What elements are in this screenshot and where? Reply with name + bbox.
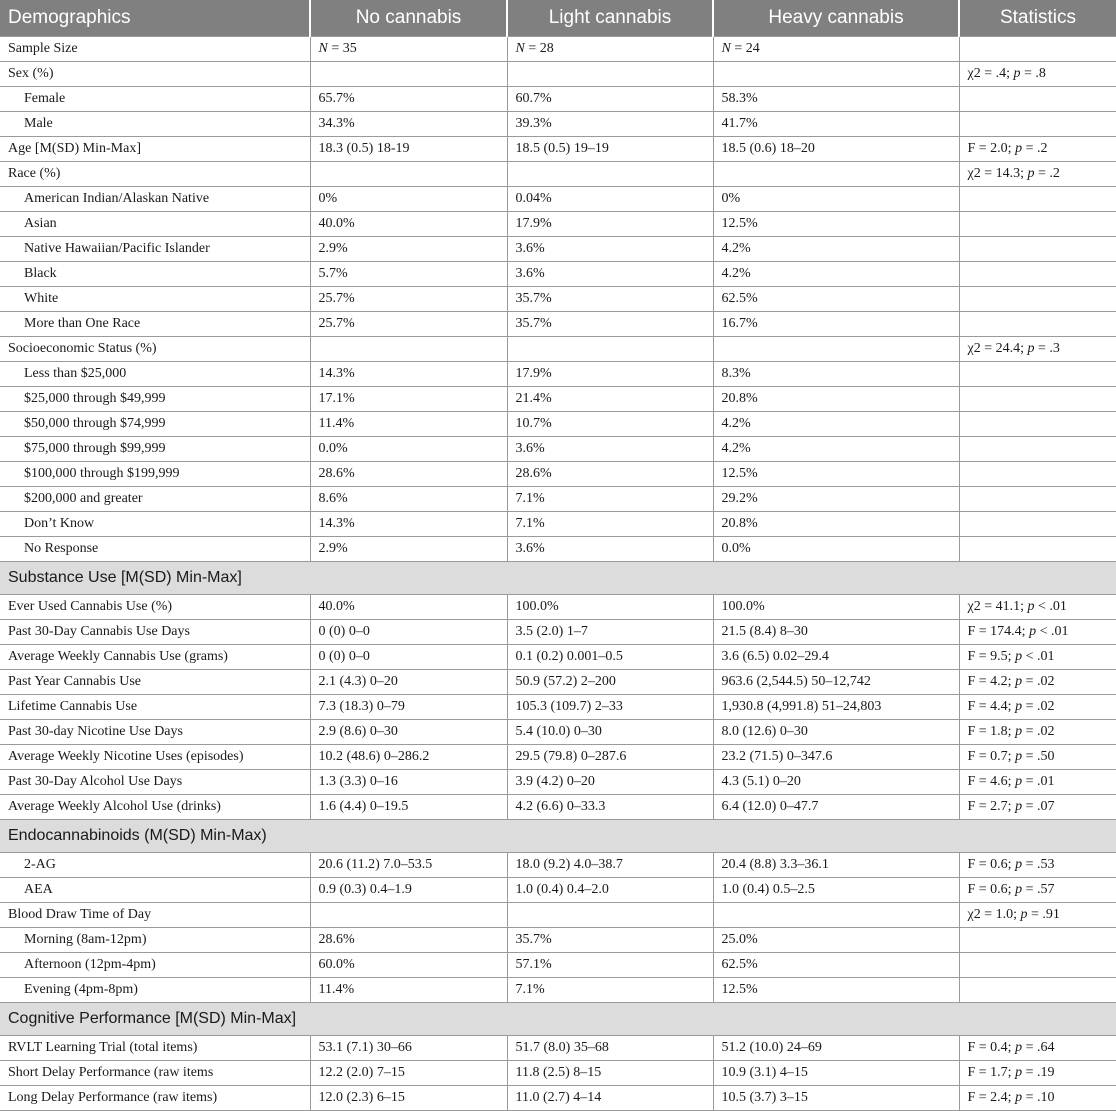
table-row (0, 262, 1116, 287)
cell-statistics: F = 1.8; p = .02 (959, 720, 1116, 745)
cell-no-cannabis: 5.7% (310, 262, 507, 287)
cell-light-cannabis: 0.1 (0.2) 0.001–0.5 (507, 645, 713, 670)
cell-heavy-cannabis: 3.6 (6.5) 0.02–29.4 (713, 645, 959, 670)
sample-size-row (0, 37, 1116, 62)
cell-statistics: F = 4.2; p = .02 (959, 670, 1116, 695)
cell-statistics (959, 462, 1116, 487)
cell-statistics: F = 9.5; p < .01 (959, 645, 1116, 670)
cell-no-cannabis: 14.3% (310, 512, 507, 537)
cell-light-cannabis: 11.8 (2.5) 8–15 (507, 1061, 713, 1086)
cell-heavy-cannabis: 8.0 (12.6) 0–30 (713, 720, 959, 745)
cell-statistics (959, 512, 1116, 537)
row-label: Age [M(SD) Min-Max] (0, 137, 310, 162)
table-row (0, 720, 1116, 745)
table-row (0, 487, 1116, 512)
cell-heavy-cannabis: 16.7% (713, 312, 959, 337)
cell-no-cannabis: 40.0% (310, 212, 507, 237)
cell-heavy-cannabis: 0% (713, 187, 959, 212)
cell-light-cannabis: 7.1% (507, 487, 713, 512)
cell-light-cannabis: 51.7 (8.0) 35–68 (507, 1036, 713, 1061)
cell-no-cannabis: 1.3 (3.3) 0–16 (310, 770, 507, 795)
cell-statistics (959, 37, 1116, 62)
section-title: Substance Use [M(SD) Min-Max] (0, 562, 1116, 595)
cell-light-cannabis: 28.6% (507, 462, 713, 487)
cell-statistics: F = 4.4; p = .02 (959, 695, 1116, 720)
table-row (0, 137, 1116, 162)
cell-light-cannabis: 50.9 (57.2) 2–200 (507, 670, 713, 695)
cell-light-cannabis: 17.9% (507, 362, 713, 387)
row-label: Past 30-day Nicotine Use Days (0, 720, 310, 745)
row-label: $25,000 through $49,999 (0, 387, 310, 412)
table-row (0, 978, 1116, 1003)
section-title: Endocannabinoids (M(SD) Min-Max) (0, 820, 1116, 853)
cell-heavy-cannabis: 12.5% (713, 212, 959, 237)
table-body (0, 37, 1116, 1111)
row-label: Black (0, 262, 310, 287)
cell-no-cannabis: 0% (310, 187, 507, 212)
table-row (0, 795, 1116, 820)
cell-heavy-cannabis: N = 24 (713, 37, 959, 62)
cell-no-cannabis: 10.2 (48.6) 0–286.2 (310, 745, 507, 770)
cell-light-cannabis: 3.6% (507, 262, 713, 287)
table-row (0, 462, 1116, 487)
section-endocannabinoids (0, 820, 1116, 853)
table-row (0, 1036, 1116, 1061)
row-label: $75,000 through $99,999 (0, 437, 310, 462)
cell-statistics: F = 2.4; p = .10 (959, 1086, 1116, 1111)
cell-no-cannabis: 12.2 (2.0) 7–15 (310, 1061, 507, 1086)
cell-statistics (959, 387, 1116, 412)
cell-light-cannabis: 5.4 (10.0) 0–30 (507, 720, 713, 745)
cell-no-cannabis: 7.3 (18.3) 0–79 (310, 695, 507, 720)
row-label: Long Delay Performance (raw items) (0, 1086, 310, 1111)
cell-statistics: χ2 = .4; p = .8 (959, 62, 1116, 87)
table-row (0, 695, 1116, 720)
table-row (0, 595, 1116, 620)
table-row (0, 953, 1116, 978)
cell-statistics (959, 287, 1116, 312)
cell-light-cannabis: 7.1% (507, 512, 713, 537)
cell-statistics (959, 928, 1116, 953)
table-row (0, 437, 1116, 462)
cell-light-cannabis: 57.1% (507, 953, 713, 978)
row-label: Blood Draw Time of Day (0, 903, 310, 928)
cell-statistics: F = 2.7; p = .07 (959, 795, 1116, 820)
cell-no-cannabis (310, 337, 507, 362)
cell-light-cannabis: 3.6% (507, 237, 713, 262)
row-label: 2-AG (0, 853, 310, 878)
cell-no-cannabis: 25.7% (310, 312, 507, 337)
row-label: Sex (%) (0, 62, 310, 87)
row-label: $100,000 through $199,999 (0, 462, 310, 487)
cell-statistics (959, 87, 1116, 112)
row-label: No Response (0, 537, 310, 562)
cell-no-cannabis: 2.1 (4.3) 0–20 (310, 670, 507, 695)
cell-light-cannabis: 35.7% (507, 312, 713, 337)
cell-light-cannabis: 21.4% (507, 387, 713, 412)
row-label: Sample Size (0, 37, 310, 62)
cell-no-cannabis: 0 (0) 0–0 (310, 645, 507, 670)
row-label: Short Delay Performance (raw items (0, 1061, 310, 1086)
cell-light-cannabis: 18.0 (9.2) 4.0–38.7 (507, 853, 713, 878)
cell-statistics: χ2 = 41.1; p < .01 (959, 595, 1116, 620)
cell-no-cannabis: 0.0% (310, 437, 507, 462)
row-label: Afternoon (12pm-4pm) (0, 953, 310, 978)
cell-light-cannabis (507, 162, 713, 187)
cell-light-cannabis: 7.1% (507, 978, 713, 1003)
cell-statistics (959, 978, 1116, 1003)
table-row (0, 645, 1116, 670)
table-row (0, 853, 1116, 878)
row-label: More than One Race (0, 312, 310, 337)
cell-heavy-cannabis (713, 62, 959, 87)
cell-no-cannabis: 0.9 (0.3) 0.4–1.9 (310, 878, 507, 903)
cell-light-cannabis: 18.5 (0.5) 19–19 (507, 137, 713, 162)
cell-heavy-cannabis: 12.5% (713, 462, 959, 487)
cell-no-cannabis: 14.3% (310, 362, 507, 387)
cell-no-cannabis: 8.6% (310, 487, 507, 512)
cell-heavy-cannabis: 0.0% (713, 537, 959, 562)
row-label: White (0, 287, 310, 312)
cell-light-cannabis (507, 903, 713, 928)
cell-statistics: F = 174.4; p < .01 (959, 620, 1116, 645)
row-label: Average Weekly Cannabis Use (grams) (0, 645, 310, 670)
table-row (0, 362, 1116, 387)
table-row (0, 87, 1116, 112)
table-row (0, 670, 1116, 695)
cell-heavy-cannabis: 4.3 (5.1) 0–20 (713, 770, 959, 795)
cell-no-cannabis: 25.7% (310, 287, 507, 312)
row-label: Less than $25,000 (0, 362, 310, 387)
cell-statistics (959, 312, 1116, 337)
cell-light-cannabis: 39.3% (507, 112, 713, 137)
cell-statistics (959, 112, 1116, 137)
cell-heavy-cannabis: 10.9 (3.1) 4–15 (713, 1061, 959, 1086)
section-title: Cognitive Performance [M(SD) Min-Max] (0, 1003, 1116, 1036)
cell-heavy-cannabis: 1,930.8 (4,991.8) 51–24,803 (713, 695, 959, 720)
cell-heavy-cannabis: 6.4 (12.0) 0–47.7 (713, 795, 959, 820)
cell-statistics (959, 412, 1116, 437)
cell-statistics: F = 0.7; p = .50 (959, 745, 1116, 770)
cell-statistics: F = 0.6; p = .53 (959, 853, 1116, 878)
cell-no-cannabis (310, 903, 507, 928)
cell-heavy-cannabis: 8.3% (713, 362, 959, 387)
cell-statistics: F = 1.7; p = .19 (959, 1061, 1116, 1086)
cell-statistics: χ2 = 24.4; p = .3 (959, 337, 1116, 362)
row-label: Past 30-Day Cannabis Use Days (0, 620, 310, 645)
cell-statistics (959, 953, 1116, 978)
table-row (0, 512, 1116, 537)
row-label: $50,000 through $74,999 (0, 412, 310, 437)
cell-light-cannabis: N = 28 (507, 37, 713, 62)
cell-heavy-cannabis: 25.0% (713, 928, 959, 953)
cell-no-cannabis: 0 (0) 0–0 (310, 620, 507, 645)
cell-heavy-cannabis: 58.3% (713, 87, 959, 112)
cell-no-cannabis: 20.6 (11.2) 7.0–53.5 (310, 853, 507, 878)
table-row (0, 770, 1116, 795)
cell-light-cannabis: 35.7% (507, 928, 713, 953)
table-row (0, 187, 1116, 212)
cell-light-cannabis: 3.6% (507, 537, 713, 562)
cell-light-cannabis (507, 337, 713, 362)
row-label: Race (%) (0, 162, 310, 187)
cell-no-cannabis: 65.7% (310, 87, 507, 112)
table-row (0, 387, 1116, 412)
cell-light-cannabis: 29.5 (79.8) 0–287.6 (507, 745, 713, 770)
cell-heavy-cannabis: 1.0 (0.4) 0.5–2.5 (713, 878, 959, 903)
cell-statistics: F = 0.6; p = .57 (959, 878, 1116, 903)
cell-light-cannabis: 11.0 (2.7) 4–14 (507, 1086, 713, 1111)
header-light-cannabis: Light cannabis (507, 0, 713, 37)
cell-light-cannabis: 3.6% (507, 437, 713, 462)
cell-no-cannabis: 1.6 (4.4) 0–19.5 (310, 795, 507, 820)
cell-statistics (959, 187, 1116, 212)
cell-no-cannabis: 34.3% (310, 112, 507, 137)
row-label: Female (0, 87, 310, 112)
row-label: Ever Used Cannabis Use (%) (0, 595, 310, 620)
cell-heavy-cannabis: 21.5 (8.4) 8–30 (713, 620, 959, 645)
cell-statistics (959, 362, 1116, 387)
cell-light-cannabis: 3.9 (4.2) 0–20 (507, 770, 713, 795)
row-label: Past Year Cannabis Use (0, 670, 310, 695)
table-row (0, 412, 1116, 437)
cell-no-cannabis: N = 35 (310, 37, 507, 62)
table-row (0, 745, 1116, 770)
cell-light-cannabis: 0.04% (507, 187, 713, 212)
row-label: Average Weekly Nicotine Uses (episodes) (0, 745, 310, 770)
cell-no-cannabis: 53.1 (7.1) 30–66 (310, 1036, 507, 1061)
cell-heavy-cannabis: 4.2% (713, 412, 959, 437)
cell-heavy-cannabis (713, 337, 959, 362)
row-label: Male (0, 112, 310, 137)
cell-no-cannabis: 2.9 (8.6) 0–30 (310, 720, 507, 745)
row-label: Average Weekly Alcohol Use (drinks) (0, 795, 310, 820)
cell-no-cannabis (310, 162, 507, 187)
cell-statistics (959, 212, 1116, 237)
cell-heavy-cannabis: 20.4 (8.8) 3.3–36.1 (713, 853, 959, 878)
cell-no-cannabis: 28.6% (310, 928, 507, 953)
cell-light-cannabis: 10.7% (507, 412, 713, 437)
cell-no-cannabis: 2.9% (310, 537, 507, 562)
cell-heavy-cannabis: 10.5 (3.7) 3–15 (713, 1086, 959, 1111)
table-row (0, 287, 1116, 312)
cell-heavy-cannabis (713, 162, 959, 187)
cell-no-cannabis: 60.0% (310, 953, 507, 978)
cell-heavy-cannabis: 62.5% (713, 287, 959, 312)
row-label: American Indian/Alaskan Native (0, 187, 310, 212)
row-label: Lifetime Cannabis Use (0, 695, 310, 720)
table-row (0, 112, 1116, 137)
table-row (0, 237, 1116, 262)
cell-heavy-cannabis (713, 903, 959, 928)
cell-statistics (959, 537, 1116, 562)
header-row (0, 0, 1116, 37)
table-row (0, 312, 1116, 337)
cell-statistics: F = 4.6; p = .01 (959, 770, 1116, 795)
table-row (0, 537, 1116, 562)
table-row (0, 212, 1116, 237)
row-label: Evening (4pm-8pm) (0, 978, 310, 1003)
cell-statistics: F = 2.0; p = .2 (959, 137, 1116, 162)
cell-light-cannabis: 35.7% (507, 287, 713, 312)
cell-no-cannabis: 12.0 (2.3) 6–15 (310, 1086, 507, 1111)
cell-heavy-cannabis: 62.5% (713, 953, 959, 978)
header-demographics: Demographics (0, 0, 310, 37)
cell-no-cannabis: 28.6% (310, 462, 507, 487)
row-label: Asian (0, 212, 310, 237)
cell-statistics (959, 237, 1116, 262)
table-row (0, 903, 1116, 928)
row-label: Don’t Know (0, 512, 310, 537)
table-row (0, 878, 1116, 903)
cell-heavy-cannabis: 4.2% (713, 237, 959, 262)
cell-heavy-cannabis: 12.5% (713, 978, 959, 1003)
cell-light-cannabis: 3.5 (2.0) 1–7 (507, 620, 713, 645)
cell-heavy-cannabis: 20.8% (713, 387, 959, 412)
cell-no-cannabis: 17.1% (310, 387, 507, 412)
cell-statistics: χ2 = 1.0; p = .91 (959, 903, 1116, 928)
cell-heavy-cannabis: 41.7% (713, 112, 959, 137)
cell-heavy-cannabis: 51.2 (10.0) 24–69 (713, 1036, 959, 1061)
table-row (0, 928, 1116, 953)
cell-light-cannabis: 17.9% (507, 212, 713, 237)
cell-light-cannabis: 100.0% (507, 595, 713, 620)
cell-heavy-cannabis: 4.2% (713, 437, 959, 462)
cell-heavy-cannabis: 20.8% (713, 512, 959, 537)
row-label: $200,000 and greater (0, 487, 310, 512)
cell-heavy-cannabis: 23.2 (71.5) 0–347.6 (713, 745, 959, 770)
cell-statistics: F = 0.4; p = .64 (959, 1036, 1116, 1061)
row-label: AEA (0, 878, 310, 903)
table-row (0, 1061, 1116, 1086)
row-label: Past 30-Day Alcohol Use Days (0, 770, 310, 795)
cell-no-cannabis: 40.0% (310, 595, 507, 620)
table-row (0, 162, 1116, 187)
cell-light-cannabis: 4.2 (6.6) 0–33.3 (507, 795, 713, 820)
table-row (0, 1086, 1116, 1111)
row-label: Native Hawaiian/Pacific Islander (0, 237, 310, 262)
cell-statistics: χ2 = 14.3; p = .2 (959, 162, 1116, 187)
header-statistics: Statistics (959, 0, 1116, 37)
table-row (0, 62, 1116, 87)
cell-light-cannabis: 1.0 (0.4) 0.4–2.0 (507, 878, 713, 903)
cell-light-cannabis: 105.3 (109.7) 2–33 (507, 695, 713, 720)
cell-heavy-cannabis: 100.0% (713, 595, 959, 620)
cell-statistics (959, 437, 1116, 462)
cell-no-cannabis: 11.4% (310, 412, 507, 437)
row-label: Socioeconomic Status (%) (0, 337, 310, 362)
cell-statistics (959, 487, 1116, 512)
cell-no-cannabis: 11.4% (310, 978, 507, 1003)
cell-no-cannabis: 2.9% (310, 237, 507, 262)
cell-no-cannabis: 18.3 (0.5) 18-19 (310, 137, 507, 162)
cell-light-cannabis: 60.7% (507, 87, 713, 112)
cell-statistics (959, 262, 1116, 287)
table-row (0, 337, 1116, 362)
cell-heavy-cannabis: 4.2% (713, 262, 959, 287)
header-no-cannabis: No cannabis (310, 0, 507, 37)
header-heavy-cannabis: Heavy cannabis (713, 0, 959, 37)
cell-no-cannabis (310, 62, 507, 87)
cell-light-cannabis (507, 62, 713, 87)
section-cognitive-performance (0, 1003, 1116, 1036)
row-label: Morning (8am-12pm) (0, 928, 310, 953)
row-label: RVLT Learning Trial (total items) (0, 1036, 310, 1061)
table-row (0, 620, 1116, 645)
cell-heavy-cannabis: 18.5 (0.6) 18–20 (713, 137, 959, 162)
cell-heavy-cannabis: 963.6 (2,544.5) 50–12,742 (713, 670, 959, 695)
section-substance-use (0, 562, 1116, 595)
cell-heavy-cannabis: 29.2% (713, 487, 959, 512)
